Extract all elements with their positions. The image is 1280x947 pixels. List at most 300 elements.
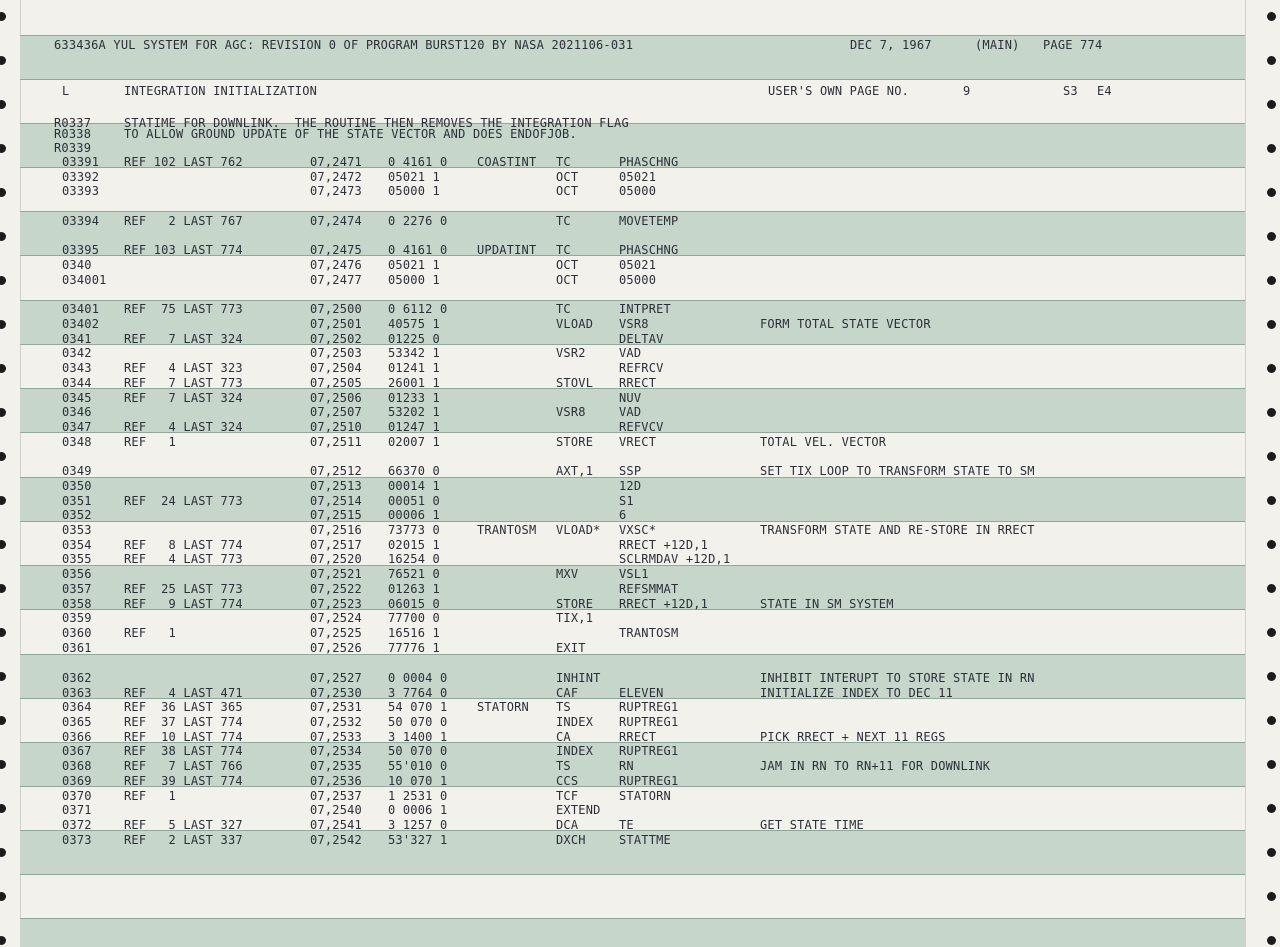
opcode: CCS bbox=[556, 774, 579, 788]
memory-address: 07,2504 bbox=[310, 361, 362, 375]
listing-row bbox=[0, 641, 1240, 655]
octal-code: 50 070 0 bbox=[388, 744, 448, 758]
remark-id: R0339 bbox=[54, 141, 92, 155]
octal-code: 0 0006 1 bbox=[388, 803, 448, 817]
opcode: TIX,1 bbox=[556, 611, 594, 625]
octal-code: 10 070 1 bbox=[388, 774, 448, 788]
operand: VXSC* bbox=[619, 523, 657, 537]
operand: TRANTOSM bbox=[619, 626, 679, 640]
line-number: 0356 bbox=[62, 567, 92, 581]
opcode: EXTEND bbox=[556, 803, 601, 817]
listing-row bbox=[0, 464, 1240, 478]
tractor-hole bbox=[0, 232, 6, 241]
listing-row bbox=[0, 361, 1240, 375]
operand: SCLRMDAV +12D,1 bbox=[619, 552, 731, 566]
operand: RRECT bbox=[619, 730, 657, 744]
cross-reference: REF 4 LAST 324 bbox=[124, 420, 243, 434]
right-tractor-holes bbox=[1266, 0, 1280, 947]
log-marker: L bbox=[62, 84, 70, 98]
tractor-hole bbox=[1267, 408, 1276, 417]
memory-address: 07,2512 bbox=[310, 464, 362, 478]
memory-address: 07,2507 bbox=[310, 405, 362, 419]
comment: TRANSFORM STATE AND RE-STORE IN RRECT bbox=[760, 523, 1035, 537]
operand: 05021 bbox=[619, 258, 657, 272]
operand: RUPTREG1 bbox=[619, 744, 679, 758]
opcode: INHINT bbox=[556, 671, 601, 685]
octal-code: 05000 1 bbox=[388, 273, 440, 287]
comment: JAM IN RN TO RN+11 FOR DOWNLINK bbox=[760, 759, 991, 773]
memory-address: 07,2476 bbox=[310, 258, 362, 272]
listing-row bbox=[0, 214, 1240, 228]
line-number: 0345 bbox=[62, 391, 92, 405]
line-number: 0369 bbox=[62, 774, 92, 788]
cross-reference: REF 4 LAST 773 bbox=[124, 552, 243, 566]
line-number: 0347 bbox=[62, 420, 92, 434]
line-number: 0349 bbox=[62, 464, 92, 478]
operand: 12D bbox=[619, 479, 642, 493]
operand: TE bbox=[619, 818, 634, 832]
octal-code: 53'327 1 bbox=[388, 833, 448, 847]
line-number: 03394 bbox=[62, 214, 100, 228]
opcode: STORE bbox=[556, 597, 594, 611]
octal-code: 01263 1 bbox=[388, 582, 440, 596]
operand: S1 bbox=[619, 494, 634, 508]
comment: INITIALIZE INDEX TO DEC 11 bbox=[760, 686, 954, 700]
opcode: VLOAD bbox=[556, 317, 594, 331]
section-title: INTEGRATION INITIALIZATION bbox=[124, 84, 318, 98]
memory-address: 07,2475 bbox=[310, 243, 362, 257]
tractor-hole bbox=[0, 936, 6, 945]
tractor-hole bbox=[1267, 716, 1276, 725]
tractor-hole bbox=[1267, 144, 1276, 153]
comment: GET STATE TIME bbox=[760, 818, 864, 832]
users-page-label: USER'S OWN PAGE NO. bbox=[768, 84, 910, 98]
operand: VAD bbox=[619, 346, 642, 360]
line-number: 0353 bbox=[62, 523, 92, 537]
listing-row bbox=[0, 391, 1240, 405]
line-number: 0367 bbox=[62, 744, 92, 758]
listing-row bbox=[0, 420, 1240, 434]
opcode: TS bbox=[556, 759, 571, 773]
comment: TOTAL VEL. VECTOR bbox=[760, 435, 887, 449]
memory-address: 07,2511 bbox=[310, 435, 362, 449]
cross-reference: REF 38 LAST 774 bbox=[124, 744, 243, 758]
line-number: 03391 bbox=[62, 155, 100, 169]
rule bbox=[20, 79, 1245, 80]
line-number: 0342 bbox=[62, 346, 92, 360]
octal-code: 02007 1 bbox=[388, 435, 440, 449]
octal-code: 16254 0 bbox=[388, 552, 440, 566]
opcode: EXIT bbox=[556, 641, 586, 655]
tractor-hole bbox=[1267, 320, 1276, 329]
right-margin-rule bbox=[1245, 0, 1246, 947]
listing-row bbox=[0, 730, 1240, 744]
rule bbox=[20, 300, 1245, 301]
memory-address: 07,2523 bbox=[310, 597, 362, 611]
listing-row bbox=[0, 597, 1240, 611]
tractor-hole bbox=[1267, 496, 1276, 505]
rule bbox=[20, 918, 1245, 919]
opcode: AXT,1 bbox=[556, 464, 594, 478]
tractor-hole bbox=[1267, 760, 1276, 769]
octal-code: 53202 1 bbox=[388, 405, 440, 419]
cross-reference: REF 2 LAST 767 bbox=[124, 214, 243, 228]
listing-row bbox=[0, 686, 1240, 700]
cross-reference: REF 4 LAST 471 bbox=[124, 686, 243, 700]
cross-reference: REF 103 LAST 774 bbox=[124, 243, 243, 257]
line-number: 0364 bbox=[62, 700, 92, 714]
line-number: 0372 bbox=[62, 818, 92, 832]
line-number: 0368 bbox=[62, 759, 92, 773]
page-header-line bbox=[0, 38, 1240, 52]
tractor-hole bbox=[0, 892, 6, 901]
listing-row bbox=[0, 317, 1240, 331]
memory-address: 07,2527 bbox=[310, 671, 362, 685]
s-marker: S3 bbox=[1063, 84, 1078, 98]
octal-code: 0 2276 0 bbox=[388, 214, 448, 228]
octal-code: 05021 1 bbox=[388, 170, 440, 184]
octal-code: 06015 0 bbox=[388, 597, 440, 611]
octal-code: 05021 1 bbox=[388, 258, 440, 272]
rule bbox=[20, 35, 1245, 36]
octal-code: 00014 1 bbox=[388, 479, 440, 493]
line-number: 0371 bbox=[62, 803, 92, 817]
memory-address: 07,2521 bbox=[310, 567, 362, 581]
operand: SSP bbox=[619, 464, 642, 478]
line-number: 03392 bbox=[62, 170, 100, 184]
operand: MOVETEMP bbox=[619, 214, 679, 228]
octal-code: 53342 1 bbox=[388, 346, 440, 360]
operand: 05000 bbox=[619, 273, 657, 287]
tractor-hole bbox=[0, 100, 6, 109]
tractor-hole bbox=[1267, 276, 1276, 285]
memory-address: 07,2500 bbox=[310, 302, 362, 316]
line-number: 0346 bbox=[62, 405, 92, 419]
cross-reference: REF 8 LAST 774 bbox=[124, 538, 243, 552]
cross-reference: REF 24 LAST 773 bbox=[124, 494, 243, 508]
listing-row bbox=[0, 435, 1240, 449]
remark-id: R0338 bbox=[54, 127, 92, 141]
listing-row bbox=[0, 538, 1240, 552]
comment: SET TIX LOOP TO TRANSFORM STATE TO SM bbox=[760, 464, 1035, 478]
listing-row bbox=[0, 789, 1240, 803]
tractor-hole bbox=[1267, 892, 1276, 901]
line-number: 0363 bbox=[62, 686, 92, 700]
line-number: 0355 bbox=[62, 552, 92, 566]
opcode: OCT bbox=[556, 170, 579, 184]
listing-row bbox=[0, 170, 1240, 184]
line-number: 03393 bbox=[62, 184, 100, 198]
memory-address: 07,2515 bbox=[310, 508, 362, 522]
memory-address: 07,2472 bbox=[310, 170, 362, 184]
line-number: 0341 bbox=[62, 332, 92, 346]
opcode: INDEX bbox=[556, 744, 594, 758]
octal-code: 40575 1 bbox=[388, 317, 440, 331]
tractor-hole bbox=[1267, 848, 1276, 857]
statement-label: UPDATINT bbox=[477, 243, 537, 257]
line-number: 0348 bbox=[62, 435, 92, 449]
operand: STATORN bbox=[619, 789, 671, 803]
tractor-hole bbox=[0, 56, 6, 65]
tractor-hole bbox=[1267, 188, 1276, 197]
tractor-hole bbox=[1267, 540, 1276, 549]
line-number: 0350 bbox=[62, 479, 92, 493]
comment: STATE IN SM SYSTEM bbox=[760, 597, 894, 611]
remark-line bbox=[0, 141, 1240, 155]
listing-row bbox=[0, 715, 1240, 729]
memory-address: 07,2533 bbox=[310, 730, 362, 744]
greenbar-band bbox=[20, 918, 1245, 947]
memory-address: 07,2517 bbox=[310, 538, 362, 552]
opcode: CAF bbox=[556, 686, 579, 700]
operand: RN bbox=[619, 759, 634, 773]
cross-reference: REF 7 LAST 766 bbox=[124, 759, 243, 773]
operand: STATTME bbox=[619, 833, 671, 847]
octal-code: 01247 1 bbox=[388, 420, 440, 434]
memory-address: 07,2524 bbox=[310, 611, 362, 625]
memory-address: 07,2473 bbox=[310, 184, 362, 198]
line-number: 0366 bbox=[62, 730, 92, 744]
opcode: TC bbox=[556, 214, 571, 228]
line-number: 0373 bbox=[62, 833, 92, 847]
page-number: PAGE 774 bbox=[1043, 38, 1103, 52]
tractor-hole bbox=[1267, 672, 1276, 681]
memory-address: 07,2502 bbox=[310, 332, 362, 346]
comment: INHIBIT INTERUPT TO STORE STATE IN RN bbox=[760, 671, 1035, 685]
tractor-hole bbox=[1267, 628, 1276, 637]
memory-address: 07,2520 bbox=[310, 552, 362, 566]
memory-address: 07,2516 bbox=[310, 523, 362, 537]
tractor-hole bbox=[1267, 56, 1276, 65]
operand: RRECT bbox=[619, 376, 657, 390]
listing-row bbox=[0, 243, 1240, 257]
opcode: VSR2 bbox=[556, 346, 586, 360]
tractor-hole bbox=[0, 452, 6, 461]
cross-reference: REF 4 LAST 323 bbox=[124, 361, 243, 375]
statement-label: TRANTOSM bbox=[477, 523, 537, 537]
listing-row bbox=[0, 508, 1240, 522]
octal-code: 01233 1 bbox=[388, 391, 440, 405]
listing-row bbox=[0, 567, 1240, 581]
cross-reference: REF 1 bbox=[124, 626, 176, 640]
operand: RUPTREG1 bbox=[619, 774, 679, 788]
memory-address: 07,2522 bbox=[310, 582, 362, 596]
opcode: STORE bbox=[556, 435, 594, 449]
line-number: 0370 bbox=[62, 789, 92, 803]
operand: DELTAV bbox=[619, 332, 664, 346]
cross-reference: REF 5 LAST 327 bbox=[124, 818, 243, 832]
octal-code: 00051 0 bbox=[388, 494, 440, 508]
section-header-line bbox=[0, 84, 1240, 98]
listing-row bbox=[0, 774, 1240, 788]
octal-code: 50 070 0 bbox=[388, 715, 448, 729]
operand: INTPRET bbox=[619, 302, 671, 316]
cross-reference: REF 36 LAST 365 bbox=[124, 700, 243, 714]
listing-row bbox=[0, 376, 1240, 390]
memory-address: 07,2514 bbox=[310, 494, 362, 508]
tractor-hole bbox=[1267, 364, 1276, 373]
octal-code: 26001 1 bbox=[388, 376, 440, 390]
octal-code: 01225 0 bbox=[388, 332, 440, 346]
module-name: (MAIN) bbox=[975, 38, 1020, 52]
octal-code: 00006 1 bbox=[388, 508, 440, 522]
octal-code: 0 4161 0 bbox=[388, 155, 448, 169]
comment: PICK RRECT + NEXT 11 REGS bbox=[760, 730, 946, 744]
line-number: 03395 bbox=[62, 243, 100, 257]
octal-code: 1 2531 0 bbox=[388, 789, 448, 803]
opcode: CA bbox=[556, 730, 571, 744]
line-number: 0362 bbox=[62, 671, 92, 685]
remark-id: R0337 bbox=[54, 116, 92, 130]
line-number: 0354 bbox=[62, 538, 92, 552]
remark-text: STATIME FOR DOWNLINK. THE ROUTINE THEN REMOVES THE INTEGRATION FLAG bbox=[124, 116, 629, 130]
statement-label: STATORN bbox=[477, 700, 529, 714]
cross-reference: REF 39 LAST 774 bbox=[124, 774, 243, 788]
memory-address: 07,2474 bbox=[310, 214, 362, 228]
line-number: 034001 bbox=[62, 273, 107, 287]
operand: VSL1 bbox=[619, 567, 649, 581]
listing-row bbox=[0, 759, 1240, 773]
memory-address: 07,2510 bbox=[310, 420, 362, 434]
listing-row bbox=[0, 155, 1240, 169]
octal-code: 66370 0 bbox=[388, 464, 440, 478]
listing-row bbox=[0, 626, 1240, 640]
memory-address: 07,2530 bbox=[310, 686, 362, 700]
operand: PHASCHNG bbox=[619, 243, 679, 257]
cross-reference: REF 37 LAST 774 bbox=[124, 715, 243, 729]
remark-line bbox=[0, 127, 1240, 141]
opcode: INDEX bbox=[556, 715, 594, 729]
line-number: 0361 bbox=[62, 641, 92, 655]
line-number: 0357 bbox=[62, 582, 92, 596]
octal-code: 73773 0 bbox=[388, 523, 440, 537]
rule bbox=[20, 874, 1245, 875]
comment: FORM TOTAL STATE VECTOR bbox=[760, 317, 931, 331]
opcode: VLOAD* bbox=[556, 523, 601, 537]
octal-code: 0 0004 0 bbox=[388, 671, 448, 685]
line-number: 0352 bbox=[62, 508, 92, 522]
opcode: TC bbox=[556, 155, 571, 169]
operand: REFSMMAT bbox=[619, 582, 679, 596]
cross-reference: REF 2 LAST 337 bbox=[124, 833, 243, 847]
opcode: DXCH bbox=[556, 833, 586, 847]
memory-address: 07,2534 bbox=[310, 744, 362, 758]
octal-code: 01241 1 bbox=[388, 361, 440, 375]
opcode: STOVL bbox=[556, 376, 594, 390]
statement-label: COASTINT bbox=[477, 155, 537, 169]
listing-row bbox=[0, 552, 1240, 566]
listing-row bbox=[0, 744, 1240, 758]
octal-code: 77700 0 bbox=[388, 611, 440, 625]
cross-reference: REF 25 LAST 773 bbox=[124, 582, 243, 596]
listing-row bbox=[0, 405, 1240, 419]
memory-address: 07,2531 bbox=[310, 700, 362, 714]
octal-code: 3 1400 1 bbox=[388, 730, 448, 744]
tractor-hole bbox=[0, 848, 6, 857]
memory-address: 07,2501 bbox=[310, 317, 362, 331]
cross-reference: REF 7 LAST 324 bbox=[124, 391, 243, 405]
listing-title: 633436A YUL SYSTEM FOR AGC: REVISION 0 OF PROGRAM BURST120 BY NASA 2021106-031 bbox=[54, 38, 634, 52]
listing-row bbox=[0, 700, 1240, 714]
opcode: TCF bbox=[556, 789, 579, 803]
opcode: TC bbox=[556, 243, 571, 257]
memory-address: 07,2535 bbox=[310, 759, 362, 773]
octal-code: 77776 1 bbox=[388, 641, 440, 655]
line-number: 0360 bbox=[62, 626, 92, 640]
cross-reference: REF 102 LAST 762 bbox=[124, 155, 243, 169]
opcode: OCT bbox=[556, 273, 579, 287]
tractor-hole bbox=[1267, 232, 1276, 241]
operand: RUPTREG1 bbox=[619, 715, 679, 729]
rule bbox=[20, 211, 1245, 212]
memory-address: 07,2477 bbox=[310, 273, 362, 287]
memory-address: 07,2541 bbox=[310, 818, 362, 832]
memory-address: 07,2542 bbox=[310, 833, 362, 847]
tractor-hole bbox=[1267, 452, 1276, 461]
opcode: VSR8 bbox=[556, 405, 586, 419]
memory-address: 07,2525 bbox=[310, 626, 362, 640]
memory-address: 07,2526 bbox=[310, 641, 362, 655]
tractor-hole bbox=[1267, 100, 1276, 109]
listing-row bbox=[0, 671, 1240, 685]
listing-row bbox=[0, 346, 1240, 360]
octal-code: 76521 0 bbox=[388, 567, 440, 581]
memory-address: 07,2471 bbox=[310, 155, 362, 169]
memory-address: 07,2537 bbox=[310, 789, 362, 803]
memory-address: 07,2506 bbox=[310, 391, 362, 405]
listing-row bbox=[0, 332, 1240, 346]
listing-row bbox=[0, 611, 1240, 625]
cross-reference: REF 7 LAST 324 bbox=[124, 332, 243, 346]
operand: RUPTREG1 bbox=[619, 700, 679, 714]
octal-code: 05000 1 bbox=[388, 184, 440, 198]
opcode: MXV bbox=[556, 567, 579, 581]
operand: REFRCV bbox=[619, 361, 664, 375]
cross-reference: REF 75 LAST 773 bbox=[124, 302, 243, 316]
octal-code: 16516 1 bbox=[388, 626, 440, 640]
memory-address: 07,2505 bbox=[310, 376, 362, 390]
memory-address: 07,2513 bbox=[310, 479, 362, 493]
users-page-number: 9 bbox=[963, 84, 971, 98]
tractor-hole bbox=[1267, 584, 1276, 593]
listing-row bbox=[0, 273, 1240, 287]
tractor-hole bbox=[0, 12, 6, 21]
operand: PHASCHNG bbox=[619, 155, 679, 169]
octal-code: 0 4161 0 bbox=[388, 243, 448, 257]
cross-reference: REF 1 bbox=[124, 435, 176, 449]
octal-code: 0 6112 0 bbox=[388, 302, 448, 316]
operand: VAD bbox=[619, 405, 642, 419]
octal-code: 55'010 0 bbox=[388, 759, 448, 773]
operand: VRECT bbox=[619, 435, 657, 449]
memory-address: 07,2540 bbox=[310, 803, 362, 817]
opcode: TS bbox=[556, 700, 571, 714]
operand: VSR8 bbox=[619, 317, 649, 331]
tractor-hole bbox=[1267, 12, 1276, 21]
operand: 05021 bbox=[619, 170, 657, 184]
tractor-hole bbox=[1267, 804, 1276, 813]
tractor-hole bbox=[1267, 936, 1276, 945]
memory-address: 07,2503 bbox=[310, 346, 362, 360]
line-number: 0358 bbox=[62, 597, 92, 611]
memory-address: 07,2532 bbox=[310, 715, 362, 729]
print-date: DEC 7, 1967 bbox=[850, 38, 932, 52]
cross-reference: REF 7 LAST 773 bbox=[124, 376, 243, 390]
octal-code: 3 7764 0 bbox=[388, 686, 448, 700]
listing-row bbox=[0, 818, 1240, 832]
listing-row bbox=[0, 302, 1240, 316]
octal-code: 3 1257 0 bbox=[388, 818, 448, 832]
